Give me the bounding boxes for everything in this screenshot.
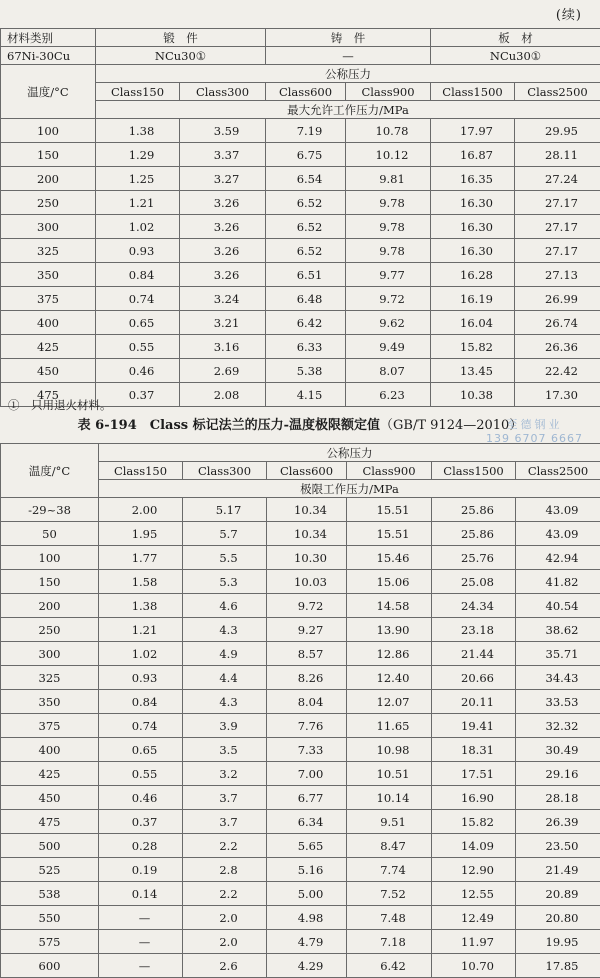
class-header: Class1500 [432, 462, 516, 480]
pressure-cell: 7.00 [267, 762, 347, 786]
table-row [1, 810, 600, 834]
pressure-cell: 26.36 [515, 335, 600, 359]
pressure-cell: 27.17 [515, 215, 600, 239]
plate-value: NCu30① [431, 47, 600, 65]
temperature-cell: 575 [1, 930, 99, 954]
pressure-cell: 9.81 [346, 167, 431, 191]
temperature-cell: 475 [1, 383, 96, 407]
table-row [1, 546, 600, 570]
pressure-cell: 3.21 [180, 311, 266, 335]
temperature-cell: 350 [1, 263, 96, 287]
pressure-cell: 0.46 [99, 786, 183, 810]
pressure-cell: 9.78 [346, 239, 431, 263]
table-row [1, 666, 600, 690]
pressure-cell: 16.30 [431, 191, 515, 215]
pressure-cell: 16.35 [431, 167, 515, 191]
temperature-cell: 600 [1, 954, 99, 978]
pressure-cell: 40.54 [516, 594, 600, 618]
table-row [1, 287, 600, 311]
temperature-cell: 450 [1, 786, 99, 810]
table-row [1, 690, 600, 714]
pressure-cell: 4.79 [267, 930, 347, 954]
pressure-cell: 6.42 [347, 954, 432, 978]
pressure-cell: 0.93 [99, 666, 183, 690]
caption-standard: （GB/T 9124—2010） [380, 418, 522, 433]
caption-title: 表 6-194 Class 标记法兰的压力-温度极限额定值 [78, 418, 380, 433]
pressure-cell: 18.31 [432, 738, 516, 762]
class-header: Class2500 [516, 462, 600, 480]
pressure-cell: 7.76 [267, 714, 347, 738]
class-header: Class150 [96, 83, 180, 101]
temperature-cell: 100 [1, 546, 99, 570]
pressure-cell: 2.0 [183, 906, 267, 930]
watermark-line2: 139 6707 6667 [486, 432, 583, 446]
pressure-cell: 25.08 [432, 570, 516, 594]
pressure-cell: 3.16 [180, 335, 266, 359]
table-row [1, 215, 600, 239]
table-row [1, 311, 600, 335]
temperature-cell: 300 [1, 215, 96, 239]
pressure-cell: 15.82 [432, 810, 516, 834]
pressure-cell: 16.04 [431, 311, 515, 335]
plate-header: 板 材 [431, 29, 600, 47]
pressure-cell: 25.86 [432, 498, 516, 522]
pressure-cell: 15.06 [347, 570, 432, 594]
temperature-cell: 425 [1, 762, 99, 786]
pressure-cell: 10.03 [267, 570, 347, 594]
temperature-cell: 200 [1, 167, 96, 191]
pressure-cell: 9.27 [267, 618, 347, 642]
pressure-cell: 15.82 [431, 335, 515, 359]
pressure-cell: 1.38 [96, 119, 180, 143]
pressure-cell: 43.09 [516, 522, 600, 546]
table-row [1, 714, 600, 738]
pressure-cell: — [99, 930, 183, 954]
table-row [1, 738, 600, 762]
pressure-cell: 3.26 [180, 191, 266, 215]
pressure-cell: 0.19 [99, 858, 183, 882]
table-row [1, 570, 600, 594]
pressure-cell: 12.49 [432, 906, 516, 930]
pressure-cell: 7.52 [347, 882, 432, 906]
temperature-cell: 400 [1, 311, 96, 335]
pressure-cell: 23.50 [516, 834, 600, 858]
pressure-cell: 5.3 [183, 570, 267, 594]
pressure-cell: 3.26 [180, 263, 266, 287]
pressure-cell: 0.84 [96, 263, 180, 287]
pressure-cell: 9.77 [346, 263, 431, 287]
class-header: Class150 [99, 462, 183, 480]
table-row [1, 642, 600, 666]
pressure-cell: 1.21 [99, 618, 183, 642]
temperature-cell: 550 [1, 906, 99, 930]
temperature-header: 温度/°C [1, 444, 99, 498]
pressure-cell: 0.28 [99, 834, 183, 858]
pressure-cell: 1.77 [99, 546, 183, 570]
temperature-cell: -29~38 [1, 498, 99, 522]
pressure-cell: 8.47 [347, 834, 432, 858]
pressure-cell: 2.08 [180, 383, 266, 407]
temperature-cell: 150 [1, 570, 99, 594]
pressure-cell: 2.00 [99, 498, 183, 522]
pressure-cell: 0.14 [99, 882, 183, 906]
class-header: Class2500 [515, 83, 600, 101]
pressure-cell: 28.11 [515, 143, 600, 167]
pressure-cell: 14.09 [432, 834, 516, 858]
pressure-cell: 17.97 [431, 119, 515, 143]
class-header: Class1500 [431, 83, 515, 101]
pressure-cell: 2.0 [183, 930, 267, 954]
pressure-cell: 8.04 [267, 690, 347, 714]
pressure-cell: 7.18 [347, 930, 432, 954]
pressure-cell: 17.85 [516, 954, 600, 978]
pressure-cell: 3.27 [180, 167, 266, 191]
pressure-cell: 2.2 [183, 882, 267, 906]
temperature-cell: 325 [1, 239, 96, 263]
pressure-cell: 1.25 [96, 167, 180, 191]
pressure-cell: 7.48 [347, 906, 432, 930]
temperature-cell: 525 [1, 858, 99, 882]
watermark-stamp [486, 418, 583, 446]
pressure-cell: 26.74 [515, 311, 600, 335]
pressure-cell: 6.77 [267, 786, 347, 810]
pressure-cell: 24.34 [432, 594, 516, 618]
temperature-cell: 200 [1, 594, 99, 618]
pressure-cell: 29.16 [516, 762, 600, 786]
temperature-cell: 400 [1, 738, 99, 762]
table-row [1, 882, 600, 906]
pressure-cell: 3.24 [180, 287, 266, 311]
pressure-cell: 9.62 [346, 311, 431, 335]
table-row [1, 594, 600, 618]
pressure-cell: 11.97 [432, 930, 516, 954]
pressure-cell: 20.11 [432, 690, 516, 714]
table-row [1, 498, 600, 522]
temperature-cell: 325 [1, 666, 99, 690]
pressure-cell: 4.3 [183, 618, 267, 642]
pressure-cell: 23.18 [432, 618, 516, 642]
pressure-cell: 27.13 [515, 263, 600, 287]
temperature-cell: 250 [1, 191, 96, 215]
pressure-cell: 1.02 [99, 642, 183, 666]
pressure-cell: 16.30 [431, 215, 515, 239]
pressure-cell: 2.8 [183, 858, 267, 882]
temperature-cell: 375 [1, 714, 99, 738]
temperature-cell: 150 [1, 143, 96, 167]
pressure-cell: 3.5 [183, 738, 267, 762]
pressure-cell: 1.29 [96, 143, 180, 167]
nominal-pressure-header: 公称压力 [96, 65, 600, 83]
pressure-cell: 5.5 [183, 546, 267, 570]
pressure-cell: 5.00 [267, 882, 347, 906]
pressure-cell: 0.55 [96, 335, 180, 359]
pressure-cell: 12.86 [347, 642, 432, 666]
temperature-cell: 350 [1, 690, 99, 714]
pressure-cell: 3.2 [183, 762, 267, 786]
pressure-cell: 9.72 [267, 594, 347, 618]
pressure-cell: 17.51 [432, 762, 516, 786]
pressure-cell: 10.51 [347, 762, 432, 786]
pressure-cell: 7.74 [347, 858, 432, 882]
pressure-cell: 19.95 [516, 930, 600, 954]
pressure-cell: 21.44 [432, 642, 516, 666]
pressure-cell: 10.70 [432, 954, 516, 978]
table-nickel-alloy-ratings [0, 28, 600, 407]
pressure-cell: 2.6 [183, 954, 267, 978]
temperature-header: 温度/°C [1, 65, 96, 119]
pressure-cell: 5.17 [183, 498, 267, 522]
pressure-cell: 2.2 [183, 834, 267, 858]
pressure-cell: 4.15 [266, 383, 346, 407]
pressure-cell: 25.76 [432, 546, 516, 570]
pressure-cell: 15.46 [347, 546, 432, 570]
pressure-cell: 3.7 [183, 810, 267, 834]
pressure-cell: 10.30 [267, 546, 347, 570]
pressure-cell: 6.75 [266, 143, 346, 167]
pressure-cell: 26.39 [516, 810, 600, 834]
pressure-cell: 0.84 [99, 690, 183, 714]
pressure-cell: 12.55 [432, 882, 516, 906]
pressure-cell: 7.19 [266, 119, 346, 143]
pressure-cell: 12.07 [347, 690, 432, 714]
table-row [1, 930, 600, 954]
pressure-cell: 3.26 [180, 239, 266, 263]
pressure-cell: 10.78 [346, 119, 431, 143]
pressure-cell: 9.72 [346, 287, 431, 311]
pressure-cell: 29.95 [515, 119, 600, 143]
class-header: Class900 [347, 462, 432, 480]
pressure-cell: 6.33 [266, 335, 346, 359]
forging-header: 锻 件 [96, 29, 266, 47]
temperature-cell: 500 [1, 834, 99, 858]
table-class-flange-ratings [0, 443, 600, 978]
pressure-cell: 10.14 [347, 786, 432, 810]
pressure-cell: 16.19 [431, 287, 515, 311]
pressure-cell: 3.26 [180, 215, 266, 239]
pressure-cell: 8.26 [267, 666, 347, 690]
casting-header: 铸 件 [266, 29, 431, 47]
pressure-cell: 15.51 [347, 522, 432, 546]
pressure-cell: 10.38 [431, 383, 515, 407]
pressure-cell: 16.87 [431, 143, 515, 167]
pressure-cell: 6.42 [266, 311, 346, 335]
pressure-cell: 13.45 [431, 359, 515, 383]
pressure-cell: 4.98 [267, 906, 347, 930]
pressure-cell: 12.90 [432, 858, 516, 882]
class-header: Class600 [267, 462, 347, 480]
pressure-cell: 35.71 [516, 642, 600, 666]
pressure-cell: 2.69 [180, 359, 266, 383]
temperature-cell: 425 [1, 335, 96, 359]
class-header: Class600 [266, 83, 346, 101]
pressure-cell: 16.30 [431, 239, 515, 263]
watermark-line1: 至德钢业 [486, 418, 583, 432]
pressure-cell: 0.74 [96, 287, 180, 311]
pressure-cell: 0.74 [99, 714, 183, 738]
pressure-cell: 17.30 [515, 383, 600, 407]
pressure-cell: 0.65 [99, 738, 183, 762]
pressure-cell: 1.95 [99, 522, 183, 546]
temperature-cell: 475 [1, 810, 99, 834]
pressure-cell: 1.58 [99, 570, 183, 594]
pressure-cell: 4.4 [183, 666, 267, 690]
pressure-cell: 10.34 [267, 522, 347, 546]
pressure-cell: 3.59 [180, 119, 266, 143]
table-row [1, 143, 600, 167]
pressure-cell: 4.3 [183, 690, 267, 714]
temperature-cell: 100 [1, 119, 96, 143]
pressure-cell: 20.89 [516, 882, 600, 906]
pressure-cell: 8.57 [267, 642, 347, 666]
temperature-cell: 50 [1, 522, 99, 546]
pressure-cell: — [99, 906, 183, 930]
pressure-cell: 9.51 [347, 810, 432, 834]
footnote: ① 只用退火材料。 [8, 397, 112, 413]
nominal-pressure-header: 公称压力 [99, 444, 600, 462]
table-row [1, 906, 600, 930]
pressure-cell: 4.29 [267, 954, 347, 978]
material-category-header: 材料类别 [1, 29, 96, 47]
pressure-cell: 15.51 [347, 498, 432, 522]
class-header: Class300 [180, 83, 266, 101]
pressure-cell: 10.12 [346, 143, 431, 167]
pressure-cell: 32.32 [516, 714, 600, 738]
pressure-cell: 38.62 [516, 618, 600, 642]
pressure-cell: 20.80 [516, 906, 600, 930]
pressure-cell: 28.18 [516, 786, 600, 810]
pressure-cell: 22.42 [515, 359, 600, 383]
pressure-cell: 0.37 [96, 383, 180, 407]
casting-value: — [266, 47, 431, 65]
temperature-cell: 250 [1, 618, 99, 642]
temperature-cell: 375 [1, 287, 96, 311]
pressure-cell: 34.43 [516, 666, 600, 690]
pressure-cell: 27.17 [515, 239, 600, 263]
pressure-cell: 30.49 [516, 738, 600, 762]
class-header: Class300 [183, 462, 267, 480]
pressure-cell: 4.6 [183, 594, 267, 618]
pressure-cell: 0.46 [96, 359, 180, 383]
table-row [1, 119, 600, 143]
pressure-cell: 13.90 [347, 618, 432, 642]
pressure-cell: 27.24 [515, 167, 600, 191]
pressure-cell: 10.34 [267, 498, 347, 522]
pressure-cell: 6.52 [266, 239, 346, 263]
pressure-cell: 9.49 [346, 335, 431, 359]
table-row [1, 618, 600, 642]
pressure-cell: 12.40 [347, 666, 432, 690]
pressure-cell: 5.38 [266, 359, 346, 383]
table-row [1, 834, 600, 858]
pressure-cell: — [99, 954, 183, 978]
pressure-cell: 6.48 [266, 287, 346, 311]
pressure-cell: 5.16 [267, 858, 347, 882]
pressure-cell: 19.41 [432, 714, 516, 738]
class-header: Class900 [346, 83, 431, 101]
pressure-cell: 16.90 [432, 786, 516, 810]
pressure-cell: 3.9 [183, 714, 267, 738]
pressure-cell: 6.51 [266, 263, 346, 287]
pressure-cell: 7.33 [267, 738, 347, 762]
pressure-cell: 21.49 [516, 858, 600, 882]
pressure-cell: 1.38 [99, 594, 183, 618]
table-row [1, 858, 600, 882]
forging-value: NCu30① [96, 47, 266, 65]
pressure-cell: 16.28 [431, 263, 515, 287]
pressure-cell: 1.21 [96, 191, 180, 215]
pressure-cell: 0.93 [96, 239, 180, 263]
pressure-cell: 26.99 [515, 287, 600, 311]
pressure-cell: 9.78 [346, 191, 431, 215]
table-row [1, 786, 600, 810]
pressure-cell: 33.53 [516, 690, 600, 714]
temperature-cell: 450 [1, 359, 96, 383]
table-row [1, 191, 600, 215]
pressure-cell: 4.9 [183, 642, 267, 666]
continued-label: (续) [556, 4, 582, 23]
table-row [1, 954, 600, 978]
max-working-pressure-unit: 最大允许工作压力/MPa [96, 101, 600, 119]
pressure-cell: 5.65 [267, 834, 347, 858]
pressure-cell: 6.54 [266, 167, 346, 191]
table-row [1, 239, 600, 263]
pressure-cell: 0.55 [99, 762, 183, 786]
limit-working-pressure-unit: 极限工作压力/MPa [99, 480, 600, 498]
pressure-cell: 10.98 [347, 738, 432, 762]
pressure-cell: 1.02 [96, 215, 180, 239]
pressure-cell: 14.58 [347, 594, 432, 618]
temperature-cell: 538 [1, 882, 99, 906]
pressure-cell: 5.7 [183, 522, 267, 546]
pressure-cell: 3.7 [183, 786, 267, 810]
pressure-cell: 42.94 [516, 546, 600, 570]
pressure-cell: 6.52 [266, 191, 346, 215]
table-row [1, 335, 600, 359]
pressure-cell: 9.78 [346, 215, 431, 239]
table-row [1, 167, 600, 191]
pressure-cell: 20.66 [432, 666, 516, 690]
pressure-cell: 0.37 [99, 810, 183, 834]
table-row [1, 522, 600, 546]
pressure-cell: 8.07 [346, 359, 431, 383]
pressure-cell: 3.37 [180, 143, 266, 167]
temperature-cell: 300 [1, 642, 99, 666]
table-row [1, 359, 600, 383]
pressure-cell: 6.52 [266, 215, 346, 239]
material-value: 67Ni-30Cu [1, 47, 96, 65]
pressure-cell: 0.65 [96, 311, 180, 335]
pressure-cell: 43.09 [516, 498, 600, 522]
pressure-cell: 27.17 [515, 191, 600, 215]
pressure-cell: 11.65 [347, 714, 432, 738]
table-row [1, 263, 600, 287]
pressure-cell: 6.23 [346, 383, 431, 407]
pressure-cell: 6.34 [267, 810, 347, 834]
table-row [1, 762, 600, 786]
pressure-cell: 25.86 [432, 522, 516, 546]
pressure-cell: 41.82 [516, 570, 600, 594]
